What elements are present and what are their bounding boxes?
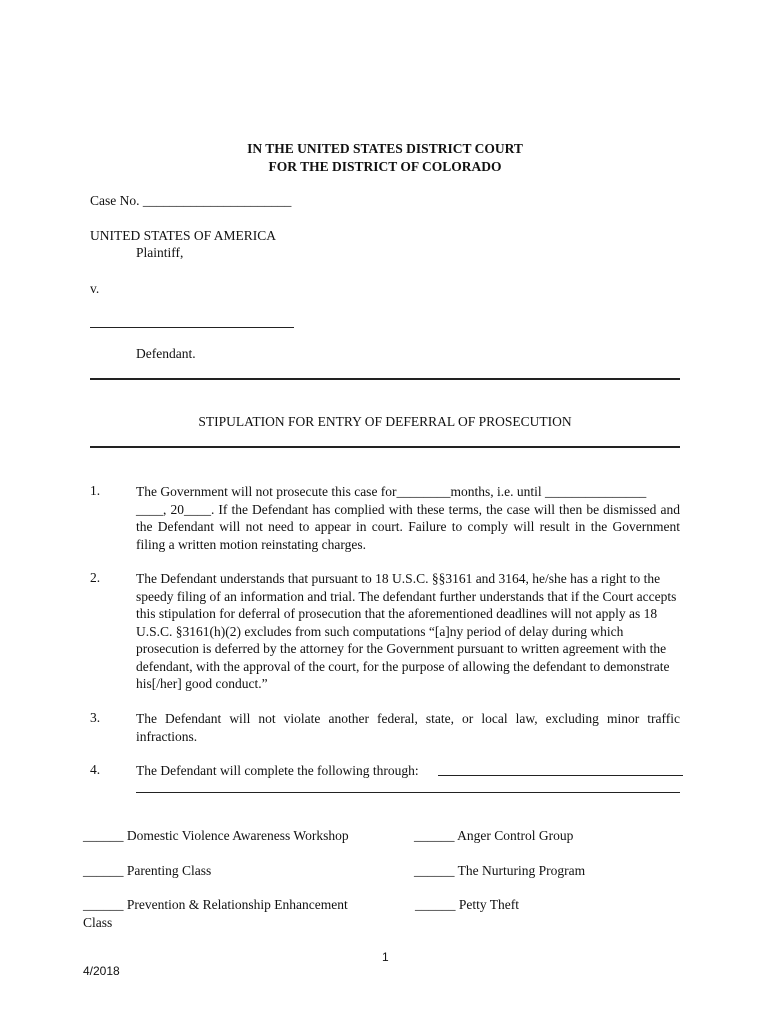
case-number-blank[interactable]: ______________________ <box>142 193 292 208</box>
case-number-line <box>90 193 291 209</box>
program-parenting-class[interactable]: ______ Parenting Class <box>83 863 212 878</box>
plaintiff-role: Plaintiff, <box>136 245 184 260</box>
program-domestic-violence[interactable]: ______ Domestic Violence Awareness Workshop <box>83 828 349 843</box>
plaintiff-name: UNITED STATES OF AMERICA <box>90 228 277 243</box>
item-1-first-line: The Government will not prosecute this case for________months, i.e. until _______________ <box>136 484 647 499</box>
item-1-rest: ____, 20____. If the Defendant has complied with these terms, the case will then be dismissed and the Defendant will not need to appear in court. Failure to comply will result in the Government filing a written motion reinstating charges. <box>136 501 680 552</box>
case-number-label: Case No. <box>90 193 140 208</box>
item-number: 4. <box>90 762 101 777</box>
item-text: The Defendant will not violate another federal, state, or local law, excluding minor traffic infractions. <box>136 711 680 744</box>
item-text <box>136 762 680 780</box>
item-text <box>136 483 680 553</box>
program-prevention-relationship-wrap: Class <box>83 915 113 930</box>
program-nurturing[interactable]: ______ The Nurturing Program <box>414 863 586 878</box>
revision-date: 4/2018 <box>83 964 120 978</box>
provider-blank-line-2[interactable] <box>136 792 680 793</box>
item-number: 2. <box>90 570 101 585</box>
program-anger-control[interactable]: ______ Anger Control Group <box>414 828 574 843</box>
item-number: 1. <box>90 483 101 498</box>
caption-divider-top <box>90 378 680 380</box>
versus-label: v. <box>90 281 100 296</box>
court-district: FOR THE DISTRICT OF COLORADO <box>268 159 502 174</box>
stipulation-item-4 <box>90 762 680 780</box>
document-title: STIPULATION FOR ENTRY OF DEFERRAL OF PROSECUTION <box>198 414 572 429</box>
item-4-text: The Defendant will complete the following through: <box>136 763 419 778</box>
program-prevention-relationship[interactable]: ______ Prevention & Relationship Enhancement <box>83 897 348 912</box>
stipulation-item-3 <box>90 710 680 745</box>
defendant-role: Defendant. <box>136 346 196 361</box>
court-title: IN THE UNITED STATES DISTRICT COURT <box>247 141 523 156</box>
item-number: 3. <box>90 710 101 725</box>
page-number: 1 <box>382 950 389 964</box>
caption-divider-bottom <box>90 446 680 448</box>
program-petty-theft[interactable]: ______ Petty Theft <box>415 897 519 912</box>
item-text: The Defendant understands that pursuant to 18 U.S.C. §§3161 and 3164, he/she has a right to the speedy filing of an information and trial. The defendant further understands that if the Court accepts this stipulation for deferral of prosecution that the aforementioned deadlines will not apply as 18 U.S.C. §3161(h)(2) excludes from such computations “[a]ny period of delay during which prosecution is deferred by the attorney for the Government pursuant to written agreement with the defendant, with the approval of the court, for the purpose of allowing the defendant to demonstrate his[/her] good conduct.” <box>136 571 677 691</box>
stipulation-item-2 <box>90 570 680 693</box>
stipulation-item-1 <box>90 483 680 553</box>
provider-blank-line-1[interactable] <box>438 775 683 776</box>
defendant-name-blank[interactable] <box>90 327 294 328</box>
